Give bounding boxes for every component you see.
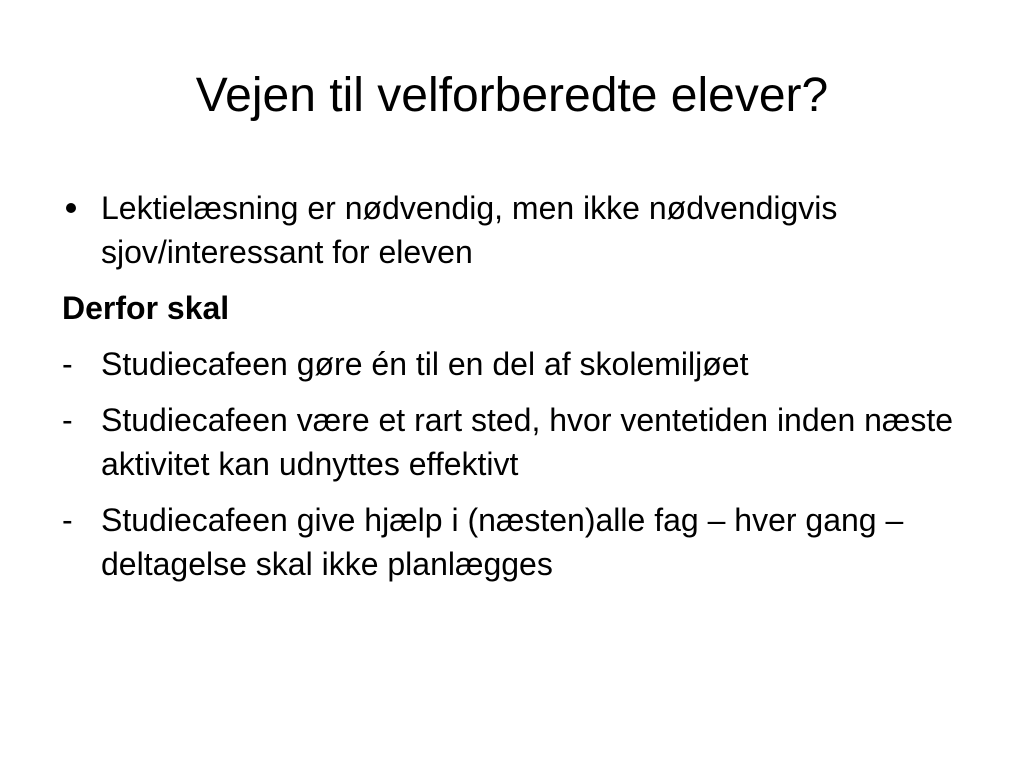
- bullet-item: [62, 186, 962, 274]
- dash-item-text: Studiecafeen give hjælp i (næsten)alle fag – hver gang – deltagelse skal ikke planlægges: [101, 502, 904, 582]
- dash-item-3: [62, 498, 962, 586]
- dash-marker: -: [62, 346, 73, 382]
- dash-item-1: [62, 342, 962, 386]
- slide-title: Vejen til velforberedte elever?: [195, 69, 829, 122]
- dash-item-text: Studiecafeen være et rart sted, hvor ventetiden inden næste aktivitet kan udnyttes effektivt: [101, 402, 954, 482]
- dash-marker: -: [62, 402, 73, 438]
- bullet-item-text: Lektielæsning er nødvendig, men ikke nødvendigvis sjov/interessant for eleven: [101, 190, 838, 270]
- dash-item-text: Studiecafeen gøre én til en del af skolemiljøet: [101, 346, 749, 382]
- dash-item-2: [62, 398, 962, 486]
- slide-content: [62, 186, 962, 598]
- dash-marker: -: [62, 502, 73, 538]
- section-heading: Derfor skal: [62, 290, 230, 326]
- bullet-dot-icon: [66, 203, 76, 213]
- bullet-marker: [62, 186, 92, 230]
